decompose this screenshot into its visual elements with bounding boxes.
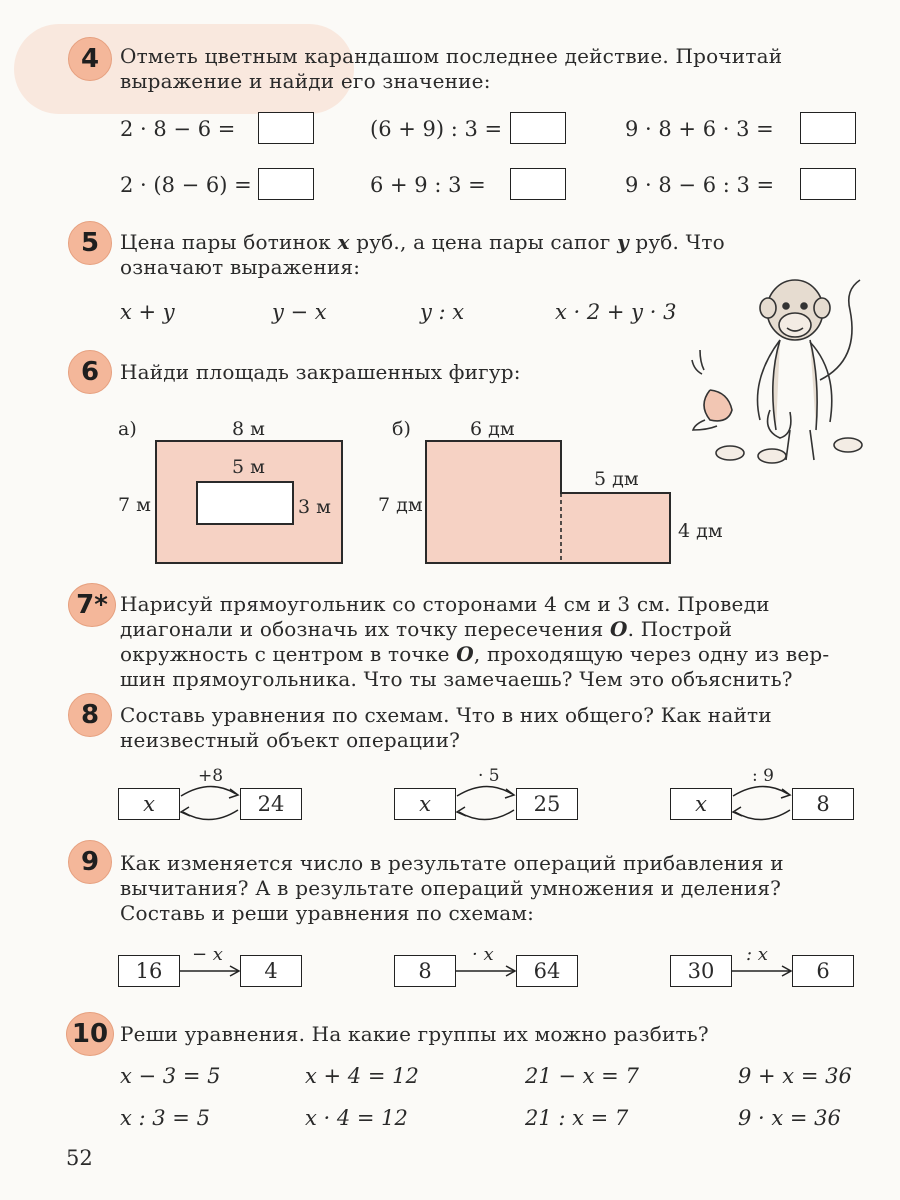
scheme-op: · 5 [478,766,500,786]
figure-a-inner-right-dim: 3 м [298,496,331,518]
task-4-text: Отметь цветным карандашом последнее действие. Прочитай выражение и найди его значение: [120,44,783,93]
task-7-text: Нарисуй прямоугольник со сторонами 4 см и 3 см. Проведи диагонали и обозначь их точку пересечения O. Построй окружность с центром в точке O, проходящую через одну из вер- шин прямоугольника. Что ты замечаешь? Чем это объяснить? [120,592,830,691]
figure-b-step-dim: 5 дм [594,468,639,490]
equation: 21 − x = 7 [525,1064,639,1088]
answer-box[interactable] [800,112,856,144]
equation: x − 3 = 5 [120,1064,221,1088]
expr-4-3: 9 · 8 + 6 · 3 = [625,117,774,141]
expr-5-4: x · 2 + y · 3 [555,300,677,324]
equation: x + 4 = 12 [305,1064,419,1088]
expr-4-1: 2 · 8 − 6 = [120,117,236,141]
figure-b-label: б) [392,418,411,440]
scheme-box: 64 [516,955,578,987]
expr-4-5: 6 + 9 : 3 = [370,173,486,197]
expr-5-3: y : x [420,300,465,324]
scheme-box: x [394,788,456,820]
task-number-8: 8 [68,693,112,737]
figure-a-left-dim: 7 м [118,494,151,516]
figure-b [425,440,673,565]
expr-4-2: (6 + 9) : 3 = [370,117,503,141]
bidirectional-arrow-icon [454,780,518,828]
task-8-text: Составь уравнения по схемам. Что в них общего? Как найти неизвестный объект операции? [120,703,772,752]
scheme-box: 30 [670,955,732,987]
scheme-box: 24 [240,788,302,820]
answer-box[interactable] [510,168,566,200]
arrow-right-icon [456,962,518,980]
scheme-op: : x [746,944,768,965]
task-9-text: Как изменяется число в результате операций прибавления и вычитания? А в результате операций умножения и деления? Составь и реши уравнения по схемам: [120,851,784,925]
expr-4-6: 9 · 8 − 6 : 3 = [625,173,775,197]
arrow-right-icon [732,962,794,980]
scheme-op: − x [192,944,223,965]
figure-a-inner-top-dim: 5 м [232,456,265,478]
page-number: 52 [66,1146,93,1170]
scheme-op: : 9 [752,766,774,786]
scheme-op: · x [472,944,494,965]
figure-a-top-dim: 8 м [232,418,265,440]
scheme-box: x [118,788,180,820]
equation: 21 : x = 7 [525,1106,629,1130]
scheme-box: 4 [240,955,302,987]
task-6-text: Найди площадь закрашенных фигур: [120,360,521,384]
equation: 9 + x = 36 [738,1064,852,1088]
monkey-illustration [670,270,880,470]
expr-5-2: y − x [272,300,327,324]
bidirectional-arrow-icon [178,780,242,828]
task-number-7: 7* [68,583,116,627]
scheme-box: x [670,788,732,820]
answer-box[interactable] [510,112,566,144]
task-5-text: Цена пары ботинок x руб., а цена пары сапог y руб. Что означают выражения: [120,230,725,279]
equation: x : 3 = 5 [120,1106,210,1130]
answer-box[interactable] [800,168,856,200]
task-number-6: 6 [68,350,112,394]
scheme-op: +8 [198,766,224,786]
answer-box[interactable] [258,112,314,144]
task-number-5: 5 [68,221,112,265]
expr-4-4: 2 · (8 − 6) = [120,173,252,197]
answer-box[interactable] [258,168,314,200]
expr-5-1: x + y [120,300,175,324]
arrow-right-icon [180,962,242,980]
task-10-text: Реши уравнения. На какие группы их можно разбить? [120,1022,709,1046]
scheme-box: 16 [118,955,180,987]
figure-b-left-dim: 7 дм [378,494,423,516]
task-number-4: 4 [68,37,112,81]
figure-b-right-dim: 4 дм [678,520,723,542]
scheme-box: 25 [516,788,578,820]
equation: 9 · x = 36 [738,1106,841,1130]
scheme-box: 8 [792,788,854,820]
bidirectional-arrow-icon [730,780,794,828]
scheme-box: 8 [394,955,456,987]
equation: x · 4 = 12 [305,1106,408,1130]
task-number-9: 9 [68,840,112,884]
scheme-box: 6 [792,955,854,987]
task-number-10: 10 [66,1012,114,1056]
figure-b-top-dim: 6 дм [470,418,515,440]
figure-a-label: а) [118,418,137,440]
